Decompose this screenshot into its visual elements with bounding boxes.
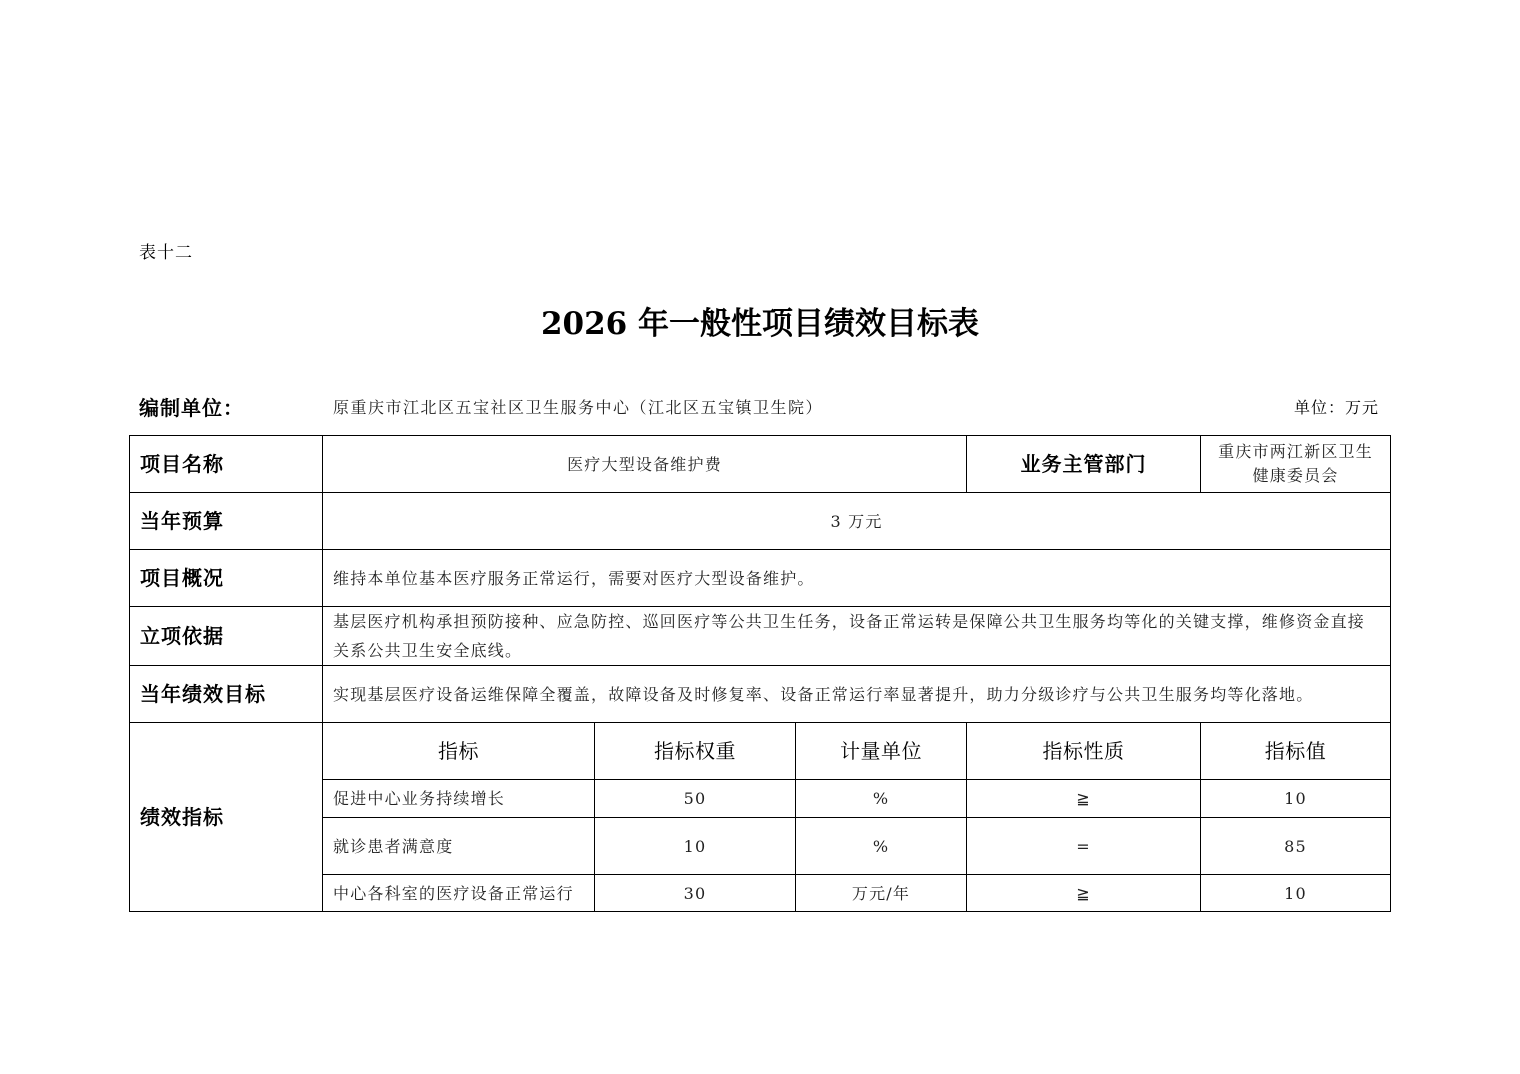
indicator-unit: % <box>796 780 967 818</box>
project-name-label: 项目名称 <box>130 436 323 493</box>
row-budget <box>130 493 1391 550</box>
indicator-header-row <box>130 723 1391 780</box>
document-title: 2026 年一般性项目绩效目标表 <box>540 306 980 342</box>
indicator-unit: % <box>796 818 967 875</box>
budget-label: 当年预算 <box>130 493 323 550</box>
indicator-unit: 万元/年 <box>796 875 967 912</box>
meta-row <box>139 392 1379 422</box>
indicator-weight: 10 <box>595 818 796 875</box>
row-overview <box>130 550 1391 607</box>
indicator-name: 中心各科室的医疗设备正常运行 <box>323 875 595 912</box>
indicator-weight: 30 <box>595 875 796 912</box>
indicator-weight: 50 <box>595 780 796 818</box>
project-name-value: 医疗大型设备维护费 <box>323 436 967 493</box>
performance-target-table <box>129 435 1391 912</box>
org-label: 编制单位： <box>139 396 244 420</box>
unit-label: 单位：万元 <box>1293 398 1379 417</box>
row-goal <box>130 666 1391 723</box>
header-nature: 指标性质 <box>967 723 1201 780</box>
indicator-value: 10 <box>1201 780 1391 818</box>
overview-label: 项目概况 <box>130 550 323 607</box>
indicator-value: 10 <box>1201 875 1391 912</box>
indicator-nature: = <box>967 818 1201 875</box>
indicator-name: 就诊患者满意度 <box>323 818 595 875</box>
budget-value: 3 万元 <box>323 493 1391 550</box>
basis-label: 立项依据 <box>130 607 323 666</box>
row-project-name <box>130 436 1391 493</box>
overview-value: 维持本单位基本医疗服务正常运行，需要对医疗大型设备维护。 <box>323 550 1391 607</box>
row-basis <box>130 607 1391 666</box>
indicator-nature: ≧ <box>967 780 1201 818</box>
header-indicator: 指标 <box>323 723 595 780</box>
header-unit: 计量单位 <box>796 723 967 780</box>
indicator-nature: ≧ <box>967 875 1201 912</box>
org-value: 原重庆市江北区五宝社区卫生服务中心（江北区五宝镇卫生院） <box>333 398 824 417</box>
goal-label: 当年绩效目标 <box>130 666 323 723</box>
header-value: 指标值 <box>1201 723 1391 780</box>
goal-value: 实现基层医疗设备运维保障全覆盖，故障设备及时修复率、设备正常运行率显著提升，助力分级诊疗与公共卫生服务均等化落地。 <box>323 666 1391 723</box>
indicator-value: 85 <box>1201 818 1391 875</box>
table-number-label: 表十二 <box>139 243 193 263</box>
basis-value: 基层医疗机构承担预防接种、应急防控、巡回医疗等公共卫生任务，设备正常运转是保障公共卫生服务均等化的关键支撑，维修资金直接关系公共卫生安全底线。 <box>323 607 1391 666</box>
dept-value: 重庆市两江新区卫生健康委员会 <box>1201 436 1391 493</box>
header-weight: 指标权重 <box>595 723 796 780</box>
dept-label: 业务主管部门 <box>967 436 1201 493</box>
indicators-label: 绩效指标 <box>130 723 323 912</box>
indicator-name: 促进中心业务持续增长 <box>323 780 595 818</box>
